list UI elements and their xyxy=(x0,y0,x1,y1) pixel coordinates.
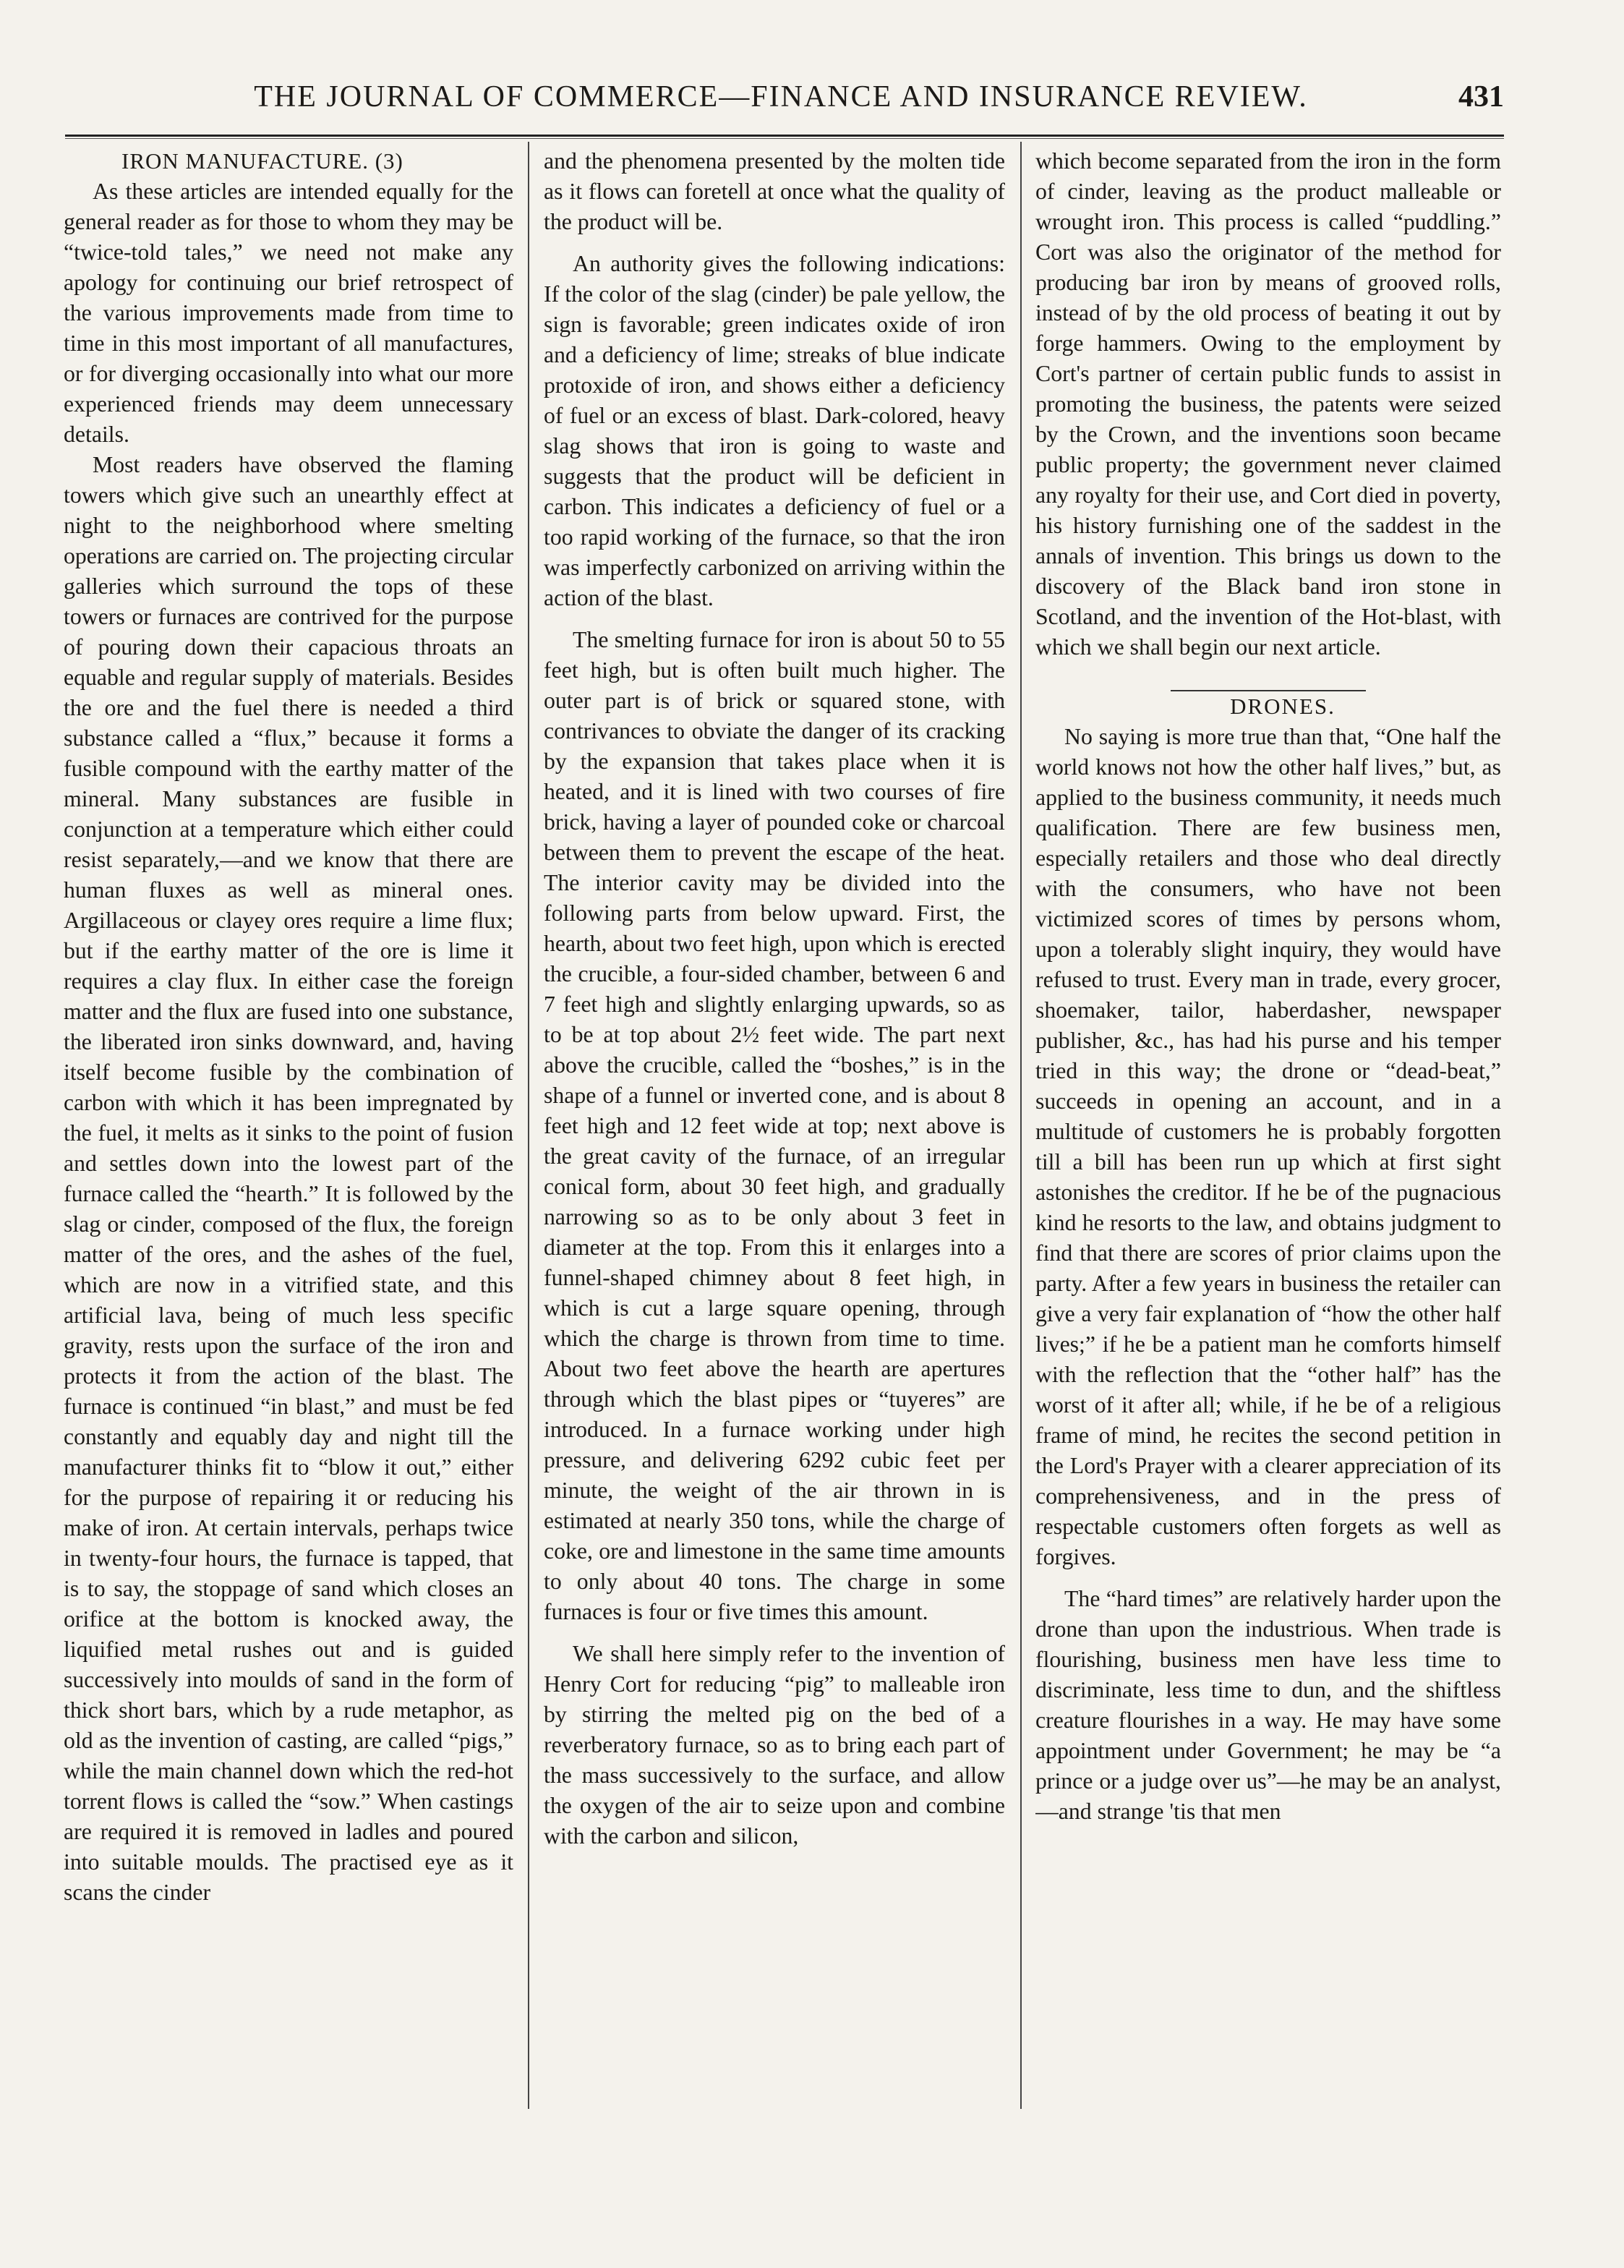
column-divider xyxy=(528,142,529,2109)
journal-title: THE JOURNAL OF COMMERCE—FINANCE AND INSURANCE REVIEW. xyxy=(254,80,1308,114)
column-2 xyxy=(544,146,1005,2099)
article-paragraph: As these articles are intended equally for the general reader as for those to whom they may be “twice-told tales,” we need not make any apology for continuing our brief retrospect of the various improvements made from time to time in this most important of all manufactures, or for diverging occasionally into what our more experienced friends may deem unnecessary details. xyxy=(64,179,513,447)
page-number: 431 xyxy=(1458,80,1504,114)
column-1 xyxy=(64,146,513,2099)
article-paragraph: The smelting furnace for iron is about 50 to 55 feet high, but is often built much higher. The outer part is of brick or squared stone, with contrivances to obviate the danger of its cracking by the expansion that takes place when it is heated, and it is lined with two courses of fire brick, having a layer of pounded coke or charcoal between them to prevent the escape of the heat. The interior cavity may be divided into the following parts from below upward. First, the hearth, about two feet high, upon which is erected the crucible, a four-sided chamber, between 6 and 7 feet high and slightly enlarging upwards, so as to be at top about 2½ feet wide. The part next above the crucible, called the “boshes,” is in the shape of a funnel or inverted cone, and is about 8 feet high and 12 feet wide at top; next above is the great cavity of the furnace, of an irregular conical form, about 30 feet high, and gradually narrowing so as to be only about 3 feet in diameter at the top. From this it enlarges into a funnel-shaped chimney about 8 feet high, in which is cut a large square opening, through which the charge is thrown from time to time. About two feet above the hearth are apertures through which the blast pipes or “tuyeres” are introduced. In a furnace working under high pressure, and delivering 6292 cubic feet per minute, the weight of the air thrown in is estimated at nearly 350 tons, while the charge of coke, ore and limestone in the same time amounts to only about 40 tons. The charge in some furnaces is four or five times this amount. xyxy=(544,627,1005,1624)
article-paragraph: The “hard times” are relatively harder upon the drone than upon the industrious. When trade is flourishing, business men have less time to discriminate, less time to dun, and the shiftless creature flourishes in a way. He may have some appointment under Government; he may be “a prince or a judge over us”—he may be an analyst,—and strange 'tis that men xyxy=(1035,1586,1501,1824)
article-heading-iron-manufacture: IRON MANUFACTURE. (3) xyxy=(121,148,403,174)
article-paragraph: An authority gives the following indications: If the color of the slag (cinder) be pale yellow, the sign is favorable; green indicates oxide of iron and a deficiency of lime; streaks of blue indicate protoxide of iron, and shows either a deficiency of fuel or an excess of blast. Dark-colored, heavy slag shows that iron is going to waste and suggests that the product will be deficient in carbon. This indicates a deficiency of fuel or a too rapid working of the furnace, so that the iron was imperfectly carbonized on arriving within the action of the blast. xyxy=(544,251,1005,610)
column-3 xyxy=(1035,146,1501,2099)
article-heading-drones: DRONES. xyxy=(1230,694,1335,719)
page-header xyxy=(72,67,1526,117)
article-paragraph: We shall here simply refer to the invention of Henry Cort for reducing “pig” to malleable iron by stirring the melted pig on the bed of a reverberatory furnace, so as to bring each part of the mass successively to the surface, and allow the oxygen of the air to seize upon and combine with the carbon and silicon, xyxy=(544,1641,1005,1849)
header-rule xyxy=(65,135,1504,139)
article-paragraph: and the phenomena presented by the molten tide as it flows can foretell at once what the quality of the product will be. xyxy=(544,148,1005,234)
article-paragraph: which become separated from the iron in the form of cinder, leaving as the product malleable or wrought iron. This process is called “puddling.” Cort was also the originator of the method for producing bar iron by means of grooved rolls, instead of by the old process of beating it out by forge hammers. Owing to the employment by Cort's partner of certain public funds to assist in promoting the business, the patents were seized by the Crown, and the inventions soon became public property; the government never claimed any royalty for their use, and Cort died in poverty, his history furnishing one of the saddest in the annals of invention. This brings us down to the discovery of the Black band iron stone in Scotland, and the invention of the Hot-blast, with which we shall begin our next article. xyxy=(1035,148,1501,660)
article-paragraph: No saying is more true than that, “One half the world knows not how the other half lives,” but, as applied to the business community, it needs much qualification. There are few business men, especially retailers and those who deal directly with the consumers, who have not been victimized scores of times by persons whom, upon a tolerably slight inquiry, they would have refused to trust. Every man in trade, every grocer, shoemaker, tailor, haberdasher, newspaper publisher, &c., has had his purse and his temper tried in this way; the drone or “dead-beat,” succeeds in opening an account, and in a multitude of customers he is probably forgotten till a bill has been run up which at first sight astonishes the creditor. If he be of the pugnacious kind he resorts to the law, and obtains judgment to find that there are scores of prior claims upon the party. After a few years in business the retailer can give a very fair explanation of “how the other half lives;” if he be a patient man he comforts himself with the reflection that the “other half” has the worst of it after all; while, if he be of a religious frame of mind, he recites the second petition in the Lord's Prayer with a clearer appreciation of its comprehensiveness, and in the press of respectable customers often forgets as well as forgives. xyxy=(1035,724,1501,1569)
column-divider xyxy=(1020,142,1022,2109)
article-paragraph: Most readers have observed the flaming towers which give such an unearthly effect at night to the neighborhood where smelting operations are carried on. The projecting circular galleries which surround the tops of these towers or furnaces are contrived for the purpose of pouring down their capacious throats an equable and regular supply of materials. Besides the ore and the fuel there is needed a third substance called a “flux,” because it forms a fusible compound with the earthy matter of the mineral. Many substances are fusible in conjunction at a temperature which either could resist separately,—and we know that there are human fluxes as well as mineral ones. Argillaceous or clayey ores require a lime flux; but if the earthy matter of the ore is lime it requires a clay flux. In either case the foreign matter and the flux are fused into one substance, the liberated iron sinks downward, and, having itself become fusible by the combination of carbon with which it has been impregnated by the fuel, it melts as it sinks to the point of fusion and settles down into the lowest part of the furnace called the “hearth.” It is followed by the slag or cinder, composed of the flux, the foreign matter of the ores, and the ashes of the fuel, which are now in a vitrified state, and this artificial lava, being of much less specific gravity, rests upon the surface of the iron and protects it from the action of the blast. The furnace is continued “in blast,” and must be fed constantly and equably day and night till the manufacturer thinks fit to “blow it out,” either for the purpose of repairing it or reducing his make of iron. At certain intervals, perhaps twice in twenty-four hours, the furnace is tapped, that is to say, the stoppage of sand which closes an orifice at the bottom is knocked away, the liquified metal rushes out and is guided successively into moulds of sand in the form of thick short bars, which by a rude metaphor, as old as the invention of casting, are called “pigs,” while the main channel down which the red-hot torrent flows is called the “sow.” When castings are required it is removed in ladles and poured into suitable moulds. The practised eye as it scans the cinder xyxy=(64,452,513,1905)
